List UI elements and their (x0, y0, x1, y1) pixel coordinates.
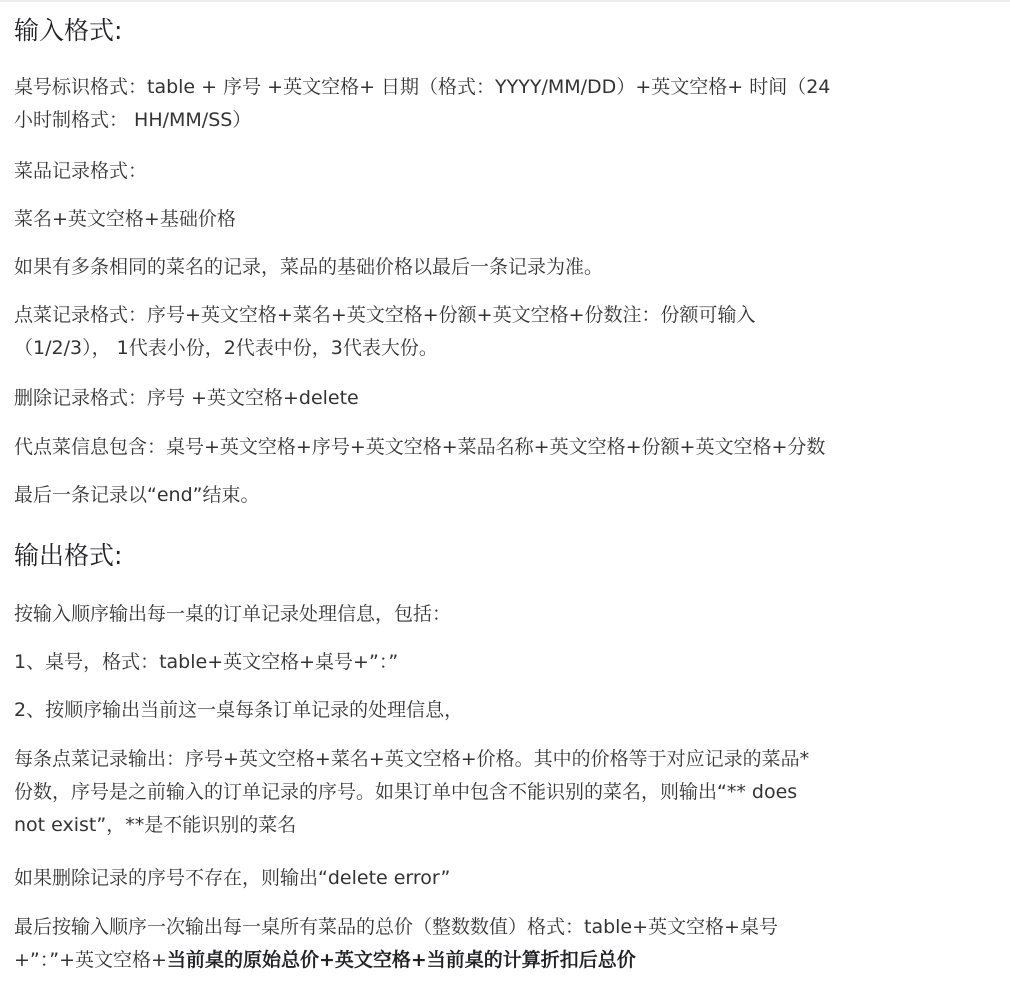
order-record-format-paragraph (14, 299, 1004, 365)
output-format-heading: 输出格式: (14, 541, 123, 570)
output-item-2: 2、按顺序输出当前这一桌每条订单记录的处理信息， (14, 699, 464, 721)
text-line (14, 944, 1004, 977)
dish-record-label: 菜品记录格式： (14, 160, 148, 182)
delete-error-rule: 如果删除记录的序号不存在，则输出“delete error” (14, 867, 451, 889)
text-line: 点菜记录格式：序号+英文空格+菜名+英文空格+份额+英文空格+份数注：份额可输入 (14, 304, 756, 326)
text-line: 份数，序号是之前输入的订单记录的序号。如果订单中包含不能识别的菜名，则输出“** does (14, 781, 798, 803)
text-line: 小时制格式： HH/MM/SS） (14, 109, 252, 131)
duplicate-dish-rule: 如果有多条相同的菜名的记录，菜品的基础价格以最后一条记录为准。 (14, 256, 604, 278)
output-item-1: 1、桌号，格式：table+英文空格+桌号+”：” (14, 651, 399, 673)
top-divider (0, 0, 1010, 2)
per-order-output-paragraph (14, 743, 1004, 842)
text-line: 每条点菜记录输出：序号+英文空格+菜名+英文空格+价格。其中的价格等于对应记录的菜品* (14, 748, 810, 770)
total-line-plain: +”：”+英文空格+ (14, 949, 167, 971)
input-format-heading: 输入格式: (14, 16, 123, 45)
total-price-paragraph (14, 911, 1004, 977)
dish-record-format: 菜名+英文空格+基础价格 (14, 208, 236, 230)
end-rule: 最后一条记录以“end”结束。 (14, 484, 260, 506)
text-line: （1/2/3）， 1代表小份，2代表中份，3代表大份。 (14, 337, 438, 359)
table-id-format-paragraph (14, 71, 1004, 137)
delete-record-format: 删除记录格式：序号 +英文空格+delete (14, 387, 359, 409)
proxy-order-format: 代点菜信息包含：桌号+英文空格+序号+英文空格+菜品名称+英文空格+份额+英文空格+分数 (14, 436, 826, 458)
text-line: 最后按输入顺序一次输出每一桌所有菜品的总价（整数数值）格式：table+英文空格+桌号 (14, 916, 778, 938)
output-intro: 按输入顺序输出每一桌的订单记录处理信息，包括： (14, 603, 452, 625)
text-line: 桌号标识格式：table + 序号 +英文空格+ 日期（格式：YYYY/MM/DD）+英文空格+ 时间（24 (14, 76, 831, 98)
text-line: not exist”，**是不能识别的菜名 (14, 814, 297, 836)
total-line-bold: 当前桌的原始总价+英文空格+当前桌的计算折扣后总价 (166, 949, 636, 971)
